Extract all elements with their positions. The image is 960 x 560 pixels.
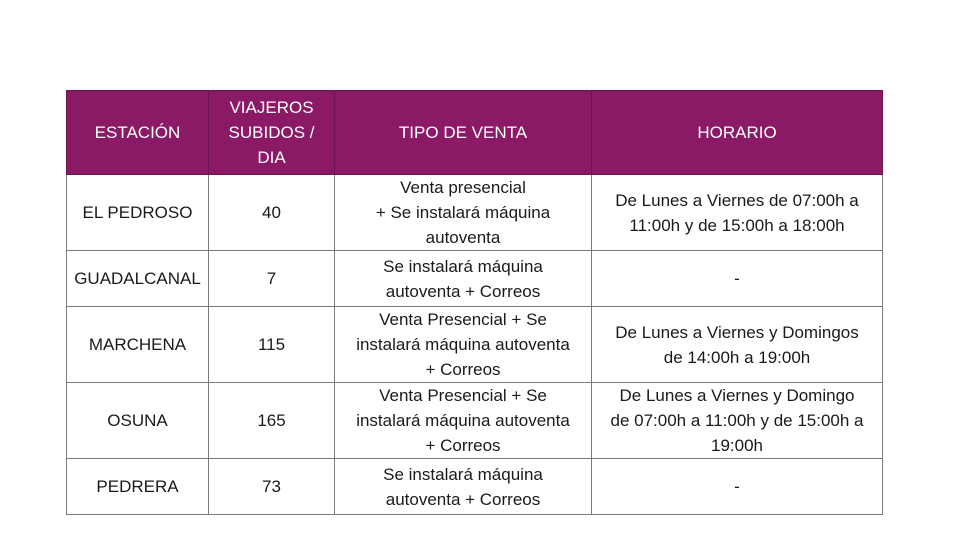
cell-horario: - bbox=[592, 251, 883, 307]
cell-estacion: EL PEDROSO bbox=[67, 175, 209, 251]
table-body bbox=[67, 175, 883, 515]
stations-table-container bbox=[66, 90, 882, 515]
cell-horario: - bbox=[592, 459, 883, 515]
header-row bbox=[67, 91, 883, 175]
table-row bbox=[67, 251, 883, 307]
cell-viajeros: 165 bbox=[209, 383, 335, 459]
cell-estacion: MARCHENA bbox=[67, 307, 209, 383]
cell-tipo-venta: Venta Presencial + Se instalará máquina autoventa + Correos bbox=[335, 307, 592, 383]
header-horario: HORARIO bbox=[592, 91, 883, 175]
cell-tipo-venta: Se instalará máquina autoventa + Correos bbox=[335, 251, 592, 307]
table-row bbox=[67, 383, 883, 459]
table-row bbox=[67, 175, 883, 251]
table-header bbox=[67, 91, 883, 175]
cell-tipo-venta: Venta Presencial + Se instalará máquina autoventa + Correos bbox=[335, 383, 592, 459]
stations-table bbox=[66, 90, 883, 515]
cell-tipo-venta: Venta presencial + Se instalará máquina autoventa bbox=[335, 175, 592, 251]
header-tipo-venta: TIPO DE VENTA bbox=[335, 91, 592, 175]
cell-horario: De Lunes a Viernes de 07:00h a 11:00h y de 15:00h a 18:00h bbox=[592, 175, 883, 251]
cell-viajeros: 115 bbox=[209, 307, 335, 383]
cell-viajeros: 73 bbox=[209, 459, 335, 515]
table-row bbox=[67, 307, 883, 383]
header-viajeros: VIAJEROS SUBIDOS / DIA bbox=[209, 91, 335, 175]
header-estacion: ESTACIÓN bbox=[67, 91, 209, 175]
cell-viajeros: 40 bbox=[209, 175, 335, 251]
cell-viajeros: 7 bbox=[209, 251, 335, 307]
cell-estacion: GUADALCANAL bbox=[67, 251, 209, 307]
cell-tipo-venta: Se instalará máquina autoventa + Correos bbox=[335, 459, 592, 515]
table-row bbox=[67, 459, 883, 515]
cell-estacion: PEDRERA bbox=[67, 459, 209, 515]
cell-estacion: OSUNA bbox=[67, 383, 209, 459]
cell-horario: De Lunes a Viernes y Domingo de 07:00h a 11:00h y de 15:00h a 19:00h bbox=[592, 383, 883, 459]
cell-horario: De Lunes a Viernes y Domingos de 14:00h a 19:00h bbox=[592, 307, 883, 383]
